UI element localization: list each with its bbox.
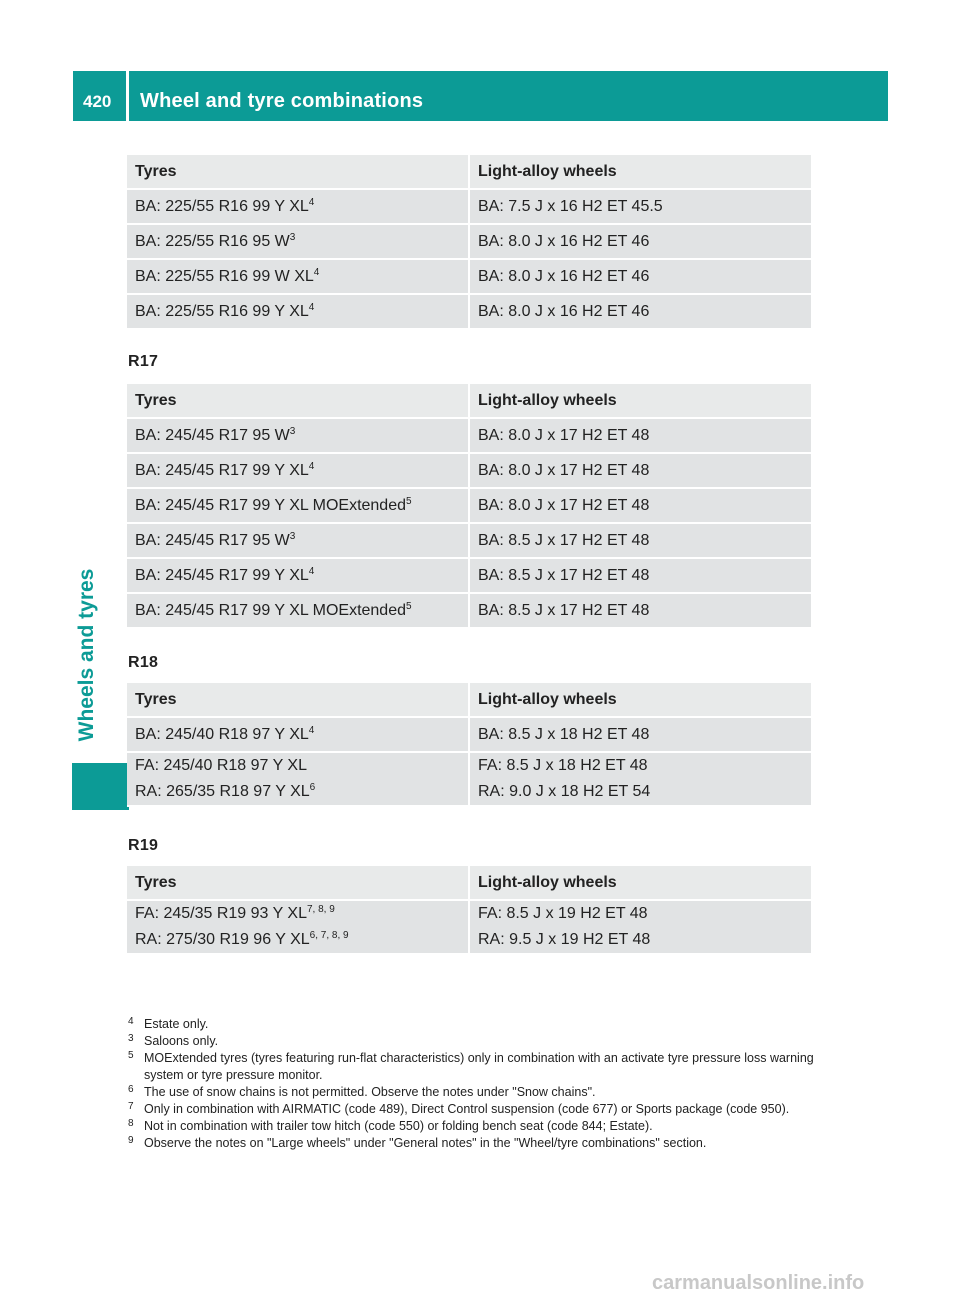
tyre-cell xyxy=(127,594,470,629)
cell-line xyxy=(478,268,811,286)
tyre-cell xyxy=(127,753,470,807)
cell-line xyxy=(135,427,468,445)
wheel-cell xyxy=(470,559,811,594)
wheel-cell xyxy=(470,419,811,454)
footnote-text: MOExtended tyres (tyres featuring run-flat characteristics) only in combination with an activate tyre pressure loss warning system or tyre pressure monitor. xyxy=(144,1051,814,1082)
footnote-text: Observe the notes on "Large wheels" under "General notes" in the "Wheel/tyre combinations" section. xyxy=(144,1136,707,1150)
footnote-ref: 4 xyxy=(308,565,315,577)
wheel-cell xyxy=(470,524,811,559)
table-row xyxy=(127,190,811,225)
footnote-number: 3 xyxy=(128,1033,134,1044)
cell-text: BA: 7.5 J x 16 H2 ET 45.5 xyxy=(478,197,663,215)
page-number: 420 xyxy=(83,92,112,111)
wheel-cell xyxy=(470,295,811,330)
footnote-ref: 4 xyxy=(308,196,315,208)
cell-text: BA: 8.5 J x 17 H2 ET 48 xyxy=(478,566,650,584)
page-header xyxy=(73,71,888,121)
table-header-row xyxy=(127,384,811,419)
footnote-number: 5 xyxy=(128,1050,134,1061)
footnotes xyxy=(128,1016,818,1152)
footnote-number: 6 xyxy=(128,1084,134,1095)
footnote-text: Estate only. xyxy=(144,1017,209,1031)
column-header-tyres: Tyres xyxy=(127,866,470,901)
tyre-cell xyxy=(127,559,470,594)
cell-text: BA: 8.0 J x 17 H2 ET 48 xyxy=(478,496,650,514)
cell-line xyxy=(135,303,468,321)
footnote xyxy=(128,1033,818,1050)
cell-text: RA: 9.5 J x 19 H2 ET 48 xyxy=(478,931,651,948)
cell-text: BA: 8.5 J x 18 H2 ET 48 xyxy=(478,725,650,743)
table-row xyxy=(127,419,811,454)
cell-text: BA: 225/55 R16 99 W XL xyxy=(135,267,314,285)
cell-line xyxy=(478,427,811,445)
cell-text: BA: 225/55 R16 99 Y XL xyxy=(135,197,309,215)
section-heading: R17 xyxy=(128,353,159,370)
cell-text: BA: 8.0 J x 16 H2 ET 46 xyxy=(478,267,650,285)
wheel-cell xyxy=(470,753,811,807)
footnote-text: The use of snow chains is not permitted. Observe the notes under "Snow chains". xyxy=(144,1085,596,1099)
cell-text: BA: 245/40 R18 97 Y XL xyxy=(135,725,309,743)
table-row xyxy=(127,594,811,629)
column-header-wheels: Light-alloy wheels xyxy=(470,384,811,419)
footnote-number: 8 xyxy=(128,1118,134,1129)
table-header-row xyxy=(127,155,811,190)
tyre-cell xyxy=(127,489,470,524)
wheel-cell xyxy=(470,901,811,955)
footnote-ref: 4 xyxy=(308,301,315,313)
footnote xyxy=(128,1118,818,1135)
column-header-tyres: Tyres xyxy=(127,683,470,718)
cell-line xyxy=(135,901,468,927)
table-row xyxy=(127,225,811,260)
cell-line xyxy=(478,567,811,585)
wheel-cell xyxy=(470,225,811,260)
cell-text: BA: 225/55 R16 99 Y XL xyxy=(135,302,309,320)
footnote-number: 4 xyxy=(128,1016,134,1027)
wheel-cell xyxy=(470,260,811,295)
table-header-row xyxy=(127,866,811,901)
footnote xyxy=(128,1135,818,1152)
cell-text: BA: 245/45 R17 95 W xyxy=(135,531,290,549)
footnote-text: Only in combination with AIRMATIC (code 489), Direct Control suspension (code 677) or Sports package (code 950). xyxy=(144,1102,790,1116)
tyre-cell xyxy=(127,295,470,330)
cell-text: BA: 245/45 R17 99 Y XL xyxy=(135,461,309,479)
tyre-wheel-table xyxy=(127,155,811,330)
footnote-text: Not in combination with trailer tow hitch (code 550) or folding bench seat (code 844; Estate). xyxy=(144,1119,653,1133)
cell-text: BA: 8.0 J x 17 H2 ET 48 xyxy=(478,461,650,479)
cell-text: RA: 265/35 R18 97 Y XL xyxy=(135,783,310,800)
tyre-cell xyxy=(127,419,470,454)
cell-line xyxy=(478,602,811,620)
cell-text: BA: 8.0 J x 16 H2 ET 46 xyxy=(478,302,650,320)
cell-line xyxy=(478,303,811,321)
sidebar-section-label: Wheels and tyres xyxy=(75,568,98,742)
footnote-number: 9 xyxy=(128,1135,134,1146)
wheel-cell xyxy=(470,718,811,753)
cell-line xyxy=(135,497,468,515)
cell-line xyxy=(135,779,468,805)
table-row xyxy=(127,559,811,594)
cell-text: RA: 275/30 R19 96 Y XL xyxy=(135,931,310,948)
cell-text: BA: 8.0 J x 17 H2 ET 48 xyxy=(478,426,650,444)
cell-text: FA: 8.5 J x 18 H2 ET 48 xyxy=(478,757,648,774)
cell-line xyxy=(135,726,468,744)
cell-text: BA: 8.0 J x 16 H2 ET 46 xyxy=(478,232,650,250)
cell-text: BA: 8.5 J x 17 H2 ET 48 xyxy=(478,531,650,549)
cell-text: BA: 225/55 R16 95 W xyxy=(135,232,290,250)
wheel-cell xyxy=(470,454,811,489)
column-header-wheels: Light-alloy wheels xyxy=(470,683,811,718)
column-header-tyres: Tyres xyxy=(127,155,470,190)
footnote-text: Saloons only. xyxy=(144,1034,219,1048)
cell-text: BA: 245/45 R17 99 Y XL MOExtended xyxy=(135,601,406,619)
header-divider xyxy=(126,71,129,121)
wheel-cell xyxy=(470,594,811,629)
cell-line xyxy=(135,462,468,480)
cell-line xyxy=(135,233,468,251)
tyre-cell xyxy=(127,190,470,225)
table-row xyxy=(127,718,811,753)
footnote-ref: 7, 8, 9 xyxy=(306,904,335,915)
section-heading: R18 xyxy=(128,654,159,671)
footnote-number: 7 xyxy=(128,1101,134,1112)
cell-line xyxy=(478,779,811,805)
wheel-cell xyxy=(470,190,811,225)
cell-text: BA: 8.5 J x 17 H2 ET 48 xyxy=(478,601,650,619)
page-title: Wheel and tyre combinations xyxy=(140,90,424,112)
tyre-cell xyxy=(127,225,470,260)
tyre-cell xyxy=(127,260,470,295)
cell-line xyxy=(478,901,811,927)
table-row xyxy=(127,489,811,524)
cell-line xyxy=(135,753,468,779)
footnote-ref: 3 xyxy=(289,425,296,437)
tyre-wheel-table xyxy=(127,384,811,629)
column-header-tyres: Tyres xyxy=(127,384,470,419)
table-row xyxy=(127,753,811,807)
tyre-cell xyxy=(127,718,470,753)
table-row xyxy=(127,524,811,559)
cell-line xyxy=(478,726,811,744)
footnote xyxy=(128,1016,818,1033)
table-row xyxy=(127,454,811,489)
cell-text: FA: 8.5 J x 19 H2 ET 48 xyxy=(478,905,648,922)
cell-text: BA: 245/45 R17 95 W xyxy=(135,426,290,444)
cell-text: BA: 245/45 R17 99 Y XL xyxy=(135,566,309,584)
tyre-cell xyxy=(127,901,470,955)
cell-text: RA: 9.0 J x 18 H2 ET 54 xyxy=(478,783,651,800)
table-header-row xyxy=(127,683,811,718)
footnote xyxy=(128,1101,818,1118)
footnote xyxy=(128,1050,818,1084)
cell-line xyxy=(135,567,468,585)
cell-line xyxy=(135,268,468,286)
cell-text: FA: 245/35 R19 93 Y XL xyxy=(135,905,307,922)
footnote-ref: 4 xyxy=(308,724,315,736)
column-header-wheels: Light-alloy wheels xyxy=(470,866,811,901)
cell-text: BA: 245/45 R17 99 Y XL MOExtended xyxy=(135,496,406,514)
cell-line xyxy=(135,198,468,216)
cell-text: FA: 245/40 R18 97 Y XL xyxy=(135,757,307,774)
footnote-ref: 6 xyxy=(309,782,316,793)
cell-line xyxy=(135,927,468,953)
cell-line xyxy=(478,233,811,251)
footnote-ref: 4 xyxy=(313,266,320,278)
cell-line xyxy=(478,497,811,515)
column-header-wheels: Light-alloy wheels xyxy=(470,155,811,190)
cell-line xyxy=(478,927,811,953)
footnote-ref: 4 xyxy=(308,460,315,472)
footnote-ref: 3 xyxy=(289,530,296,542)
table-row xyxy=(127,295,811,330)
tyre-wheel-table xyxy=(127,683,811,807)
cell-line xyxy=(478,753,811,779)
cell-line xyxy=(478,198,811,216)
cell-line xyxy=(135,532,468,550)
cell-line xyxy=(135,602,468,620)
tyre-wheel-table xyxy=(127,866,811,955)
cell-line xyxy=(478,532,811,550)
footnote-ref: 5 xyxy=(406,495,412,507)
table-row xyxy=(127,901,811,955)
cell-line xyxy=(478,462,811,480)
footnote-ref: 5 xyxy=(406,600,412,612)
tyre-cell xyxy=(127,524,470,559)
sidebar-tab-block xyxy=(72,763,129,810)
table-row xyxy=(127,260,811,295)
footnote xyxy=(128,1084,818,1101)
watermark: carmanualsonline.info xyxy=(652,1272,865,1294)
footnote-ref: 6, 7, 8, 9 xyxy=(309,930,349,941)
section-heading: R19 xyxy=(128,837,159,854)
tyre-cell xyxy=(127,454,470,489)
wheel-cell xyxy=(470,489,811,524)
footnote-ref: 3 xyxy=(289,231,296,243)
